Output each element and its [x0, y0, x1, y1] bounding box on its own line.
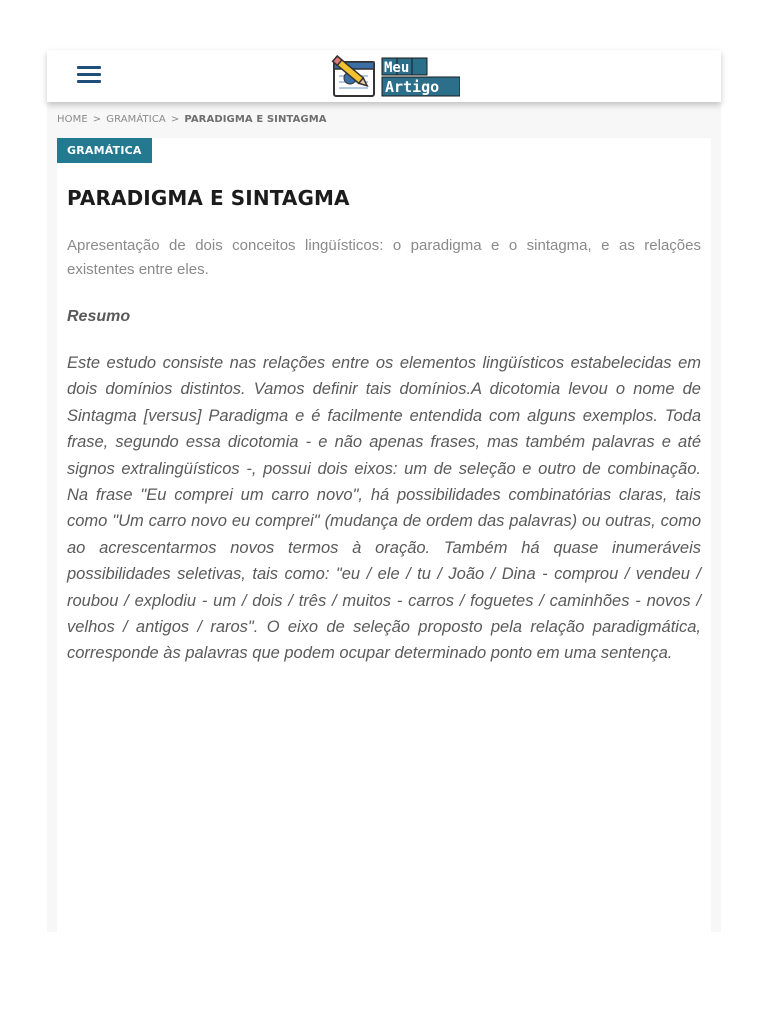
site-logo[interactable]: [328, 52, 460, 100]
article-content: [57, 138, 711, 932]
article-subtitle: Apresentação de dois conceitos lingüísticos: o paradigma e o sintagma, e as relações existentes entre eles.: [67, 237, 701, 278]
logo-text-line2: Artigo: [385, 78, 440, 96]
breadcrumb-separator: >: [170, 114, 180, 125]
breadcrumb-home[interactable]: HOME: [57, 114, 88, 125]
breadcrumb-current: PARADIGMA E SINTAGMA: [184, 114, 327, 125]
meu-artigo-logo-icon: [328, 52, 460, 100]
breadcrumb-separator: >: [92, 114, 102, 125]
site-header: [47, 50, 721, 102]
summary-body: Este estudo consiste nas relações entre os elementos lingüísticos estabelecidas em dois domínios distintos. Vamos definir tais domínios.A dicotomia levou o nome de Sintagma [versus] Paradigma e é facilmente entendida com alguns exemplos. Toda frase, segundo essa dicotomia - e não apenas frases, mas também palavras e até signos extralingüísticos -, possui dois eixos: um de seleção e outro de combinação. Na frase "Eu comprei um carro novo", há possibilidades combinatórias claras, tais como "Um carro novo eu comprei" (mudança de ordem das palavras) ou outras, como ao acrescentarmos novos termos à oração. Também há quase inumeráveis possibilidades seletivas, tais como: "eu / ele / tu / João / Dina - comprou / vendeu / roubou / explodiu - um / dois / três / muitos - carros / foguetes / caminhões - novos / velhos / antigos / raros". O eixo de seleção proposto pela relação paradigmática, corresponde às palavras que podem ocupar determinado ponto em uma sentença.: [67, 354, 701, 663]
hamburger-menu-icon[interactable]: [77, 66, 101, 84]
page-wrapper: [47, 50, 721, 932]
category-badge[interactable]: GRAMÁTICA: [57, 138, 152, 163]
breadcrumb-gramatica[interactable]: GRAMÁTICA: [106, 114, 166, 125]
summary-heading: Resumo: [67, 308, 131, 325]
breadcrumb: [57, 114, 327, 125]
page-title: PARADIGMA E SINTAGMA: [67, 186, 350, 210]
logo-text-line1: Meu: [384, 60, 410, 76]
